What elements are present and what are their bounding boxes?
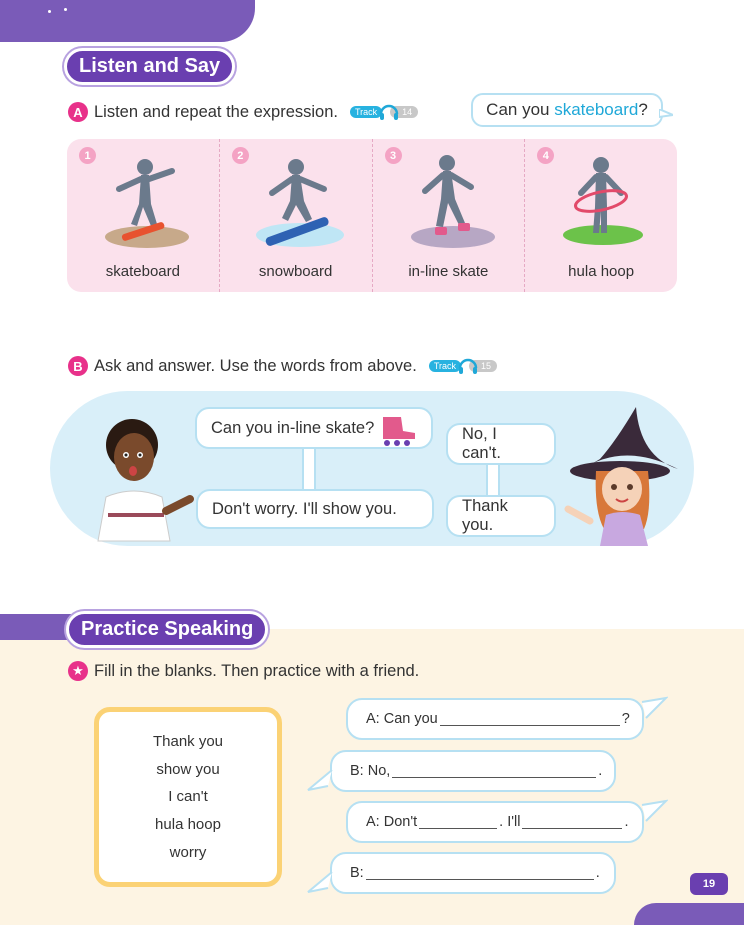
star-badge-icon: ★ [68, 661, 88, 681]
dialogue-question-1 [195, 407, 433, 449]
line-text: A: Don't [366, 814, 418, 830]
dialogue-panel [50, 391, 694, 546]
track-number: 15 [469, 360, 497, 372]
vocab-label: in-line skate [408, 263, 489, 280]
activity-b-instruction-row [68, 356, 497, 376]
answer-blank[interactable] [419, 815, 497, 829]
sparkle-icon [48, 10, 51, 13]
page-number: 19 [690, 873, 728, 895]
fill-line-2 [330, 750, 616, 792]
item-number-badge: 4 [537, 147, 554, 164]
vocab-card-hula-hoop [525, 139, 677, 292]
fill-line-3 [346, 801, 644, 843]
track-number: 14 [390, 106, 418, 118]
bubble-tail-icon [659, 109, 673, 119]
skateboard-figure-icon [97, 149, 192, 249]
practice-instruction-row [68, 661, 419, 681]
headphones-icon [457, 356, 479, 376]
activity-b-badge: B [68, 356, 88, 376]
snowboard-figure-icon [250, 149, 345, 249]
line-text: . [624, 814, 629, 830]
practice-instruction: Fill in the blanks. Then practice with a friend. [94, 661, 420, 680]
vocab-label: hula hoop [568, 263, 635, 280]
expression-speech-bubble [471, 93, 663, 127]
page-number-corner [634, 873, 744, 925]
line-text: B: No, [350, 763, 391, 779]
page-corner-decoration [634, 903, 744, 925]
word-bank-item: show you [156, 760, 220, 778]
activity-a-instruction: Listen and repeat the expression. [94, 102, 338, 121]
dialogue-text: Don't worry. I'll show you. [212, 499, 397, 518]
track-label: Track [350, 106, 382, 118]
track-15-audio-button[interactable] [429, 356, 497, 376]
answer-blank[interactable] [392, 764, 596, 778]
fill-line-4 [330, 852, 616, 894]
word-bank [94, 707, 282, 887]
line-text: . I'll [499, 814, 521, 830]
line-text: A: Can you [366, 711, 438, 727]
inline-skate-icon [377, 413, 421, 447]
expression-highlight: skateboard [554, 100, 639, 119]
word-bank-item: hula hoop [155, 816, 221, 834]
answer-blank[interactable] [366, 866, 594, 880]
word-bank-item: Thank you [152, 732, 224, 750]
dialogue-text: Can you in-line skate? [211, 418, 375, 437]
vocab-label: skateboard [105, 263, 180, 280]
activity-a-instruction-row [68, 102, 418, 122]
inline-skate-figure-icon [403, 149, 498, 249]
line-text: . [595, 865, 600, 881]
bubble-tail-icon [306, 868, 334, 894]
track-label: Track [429, 360, 461, 372]
line-text: . [598, 763, 603, 779]
dialogue-answer-2 [446, 495, 556, 537]
item-number-badge: 2 [232, 147, 249, 164]
vocab-label: snowboard [258, 263, 333, 280]
girl-witch-character-icon [560, 401, 684, 546]
boy-character-icon [80, 401, 200, 546]
activity-b-instruction: Ask and answer. Use the words from above. [94, 356, 417, 375]
sparkle-icon [64, 8, 67, 11]
vocab-card-skateboard [67, 139, 220, 292]
dialogue-text: No, I can't. [462, 425, 501, 462]
section-title-practice-speaking: Practice Speaking [66, 611, 268, 648]
word-bank-item: I can't [168, 788, 208, 806]
bubble-tail-icon [306, 766, 334, 792]
item-number-badge: 3 [385, 147, 402, 164]
fill-line-1 [346, 698, 644, 740]
bubble-tail-icon [640, 799, 668, 825]
bubble-tail-icon [640, 696, 668, 722]
activity-a-badge: A [68, 102, 88, 122]
line-text: ? [621, 711, 630, 727]
dialogue-question-2 [196, 489, 434, 529]
word-bank-item: worry [169, 844, 207, 862]
header-decoration [0, 0, 255, 42]
line-text: B: [350, 865, 364, 881]
section-title-listen-say: Listen and Say [64, 48, 235, 85]
vocab-card-inline-skate [373, 139, 526, 292]
vocab-card-snowboard [220, 139, 373, 292]
item-number-badge: 1 [79, 147, 96, 164]
answer-blank[interactable] [440, 712, 620, 726]
answer-blank[interactable] [522, 815, 622, 829]
headphones-icon [378, 102, 400, 122]
dialogue-answer-1 [446, 423, 556, 465]
vocabulary-panel [67, 139, 677, 292]
dialogue-text: Thank you. [462, 497, 508, 534]
expression-prefix: Can you [486, 100, 555, 119]
expression-suffix: ? [638, 100, 648, 119]
track-14-audio-button[interactable] [350, 102, 418, 122]
hula-hoop-figure-icon [555, 149, 650, 249]
